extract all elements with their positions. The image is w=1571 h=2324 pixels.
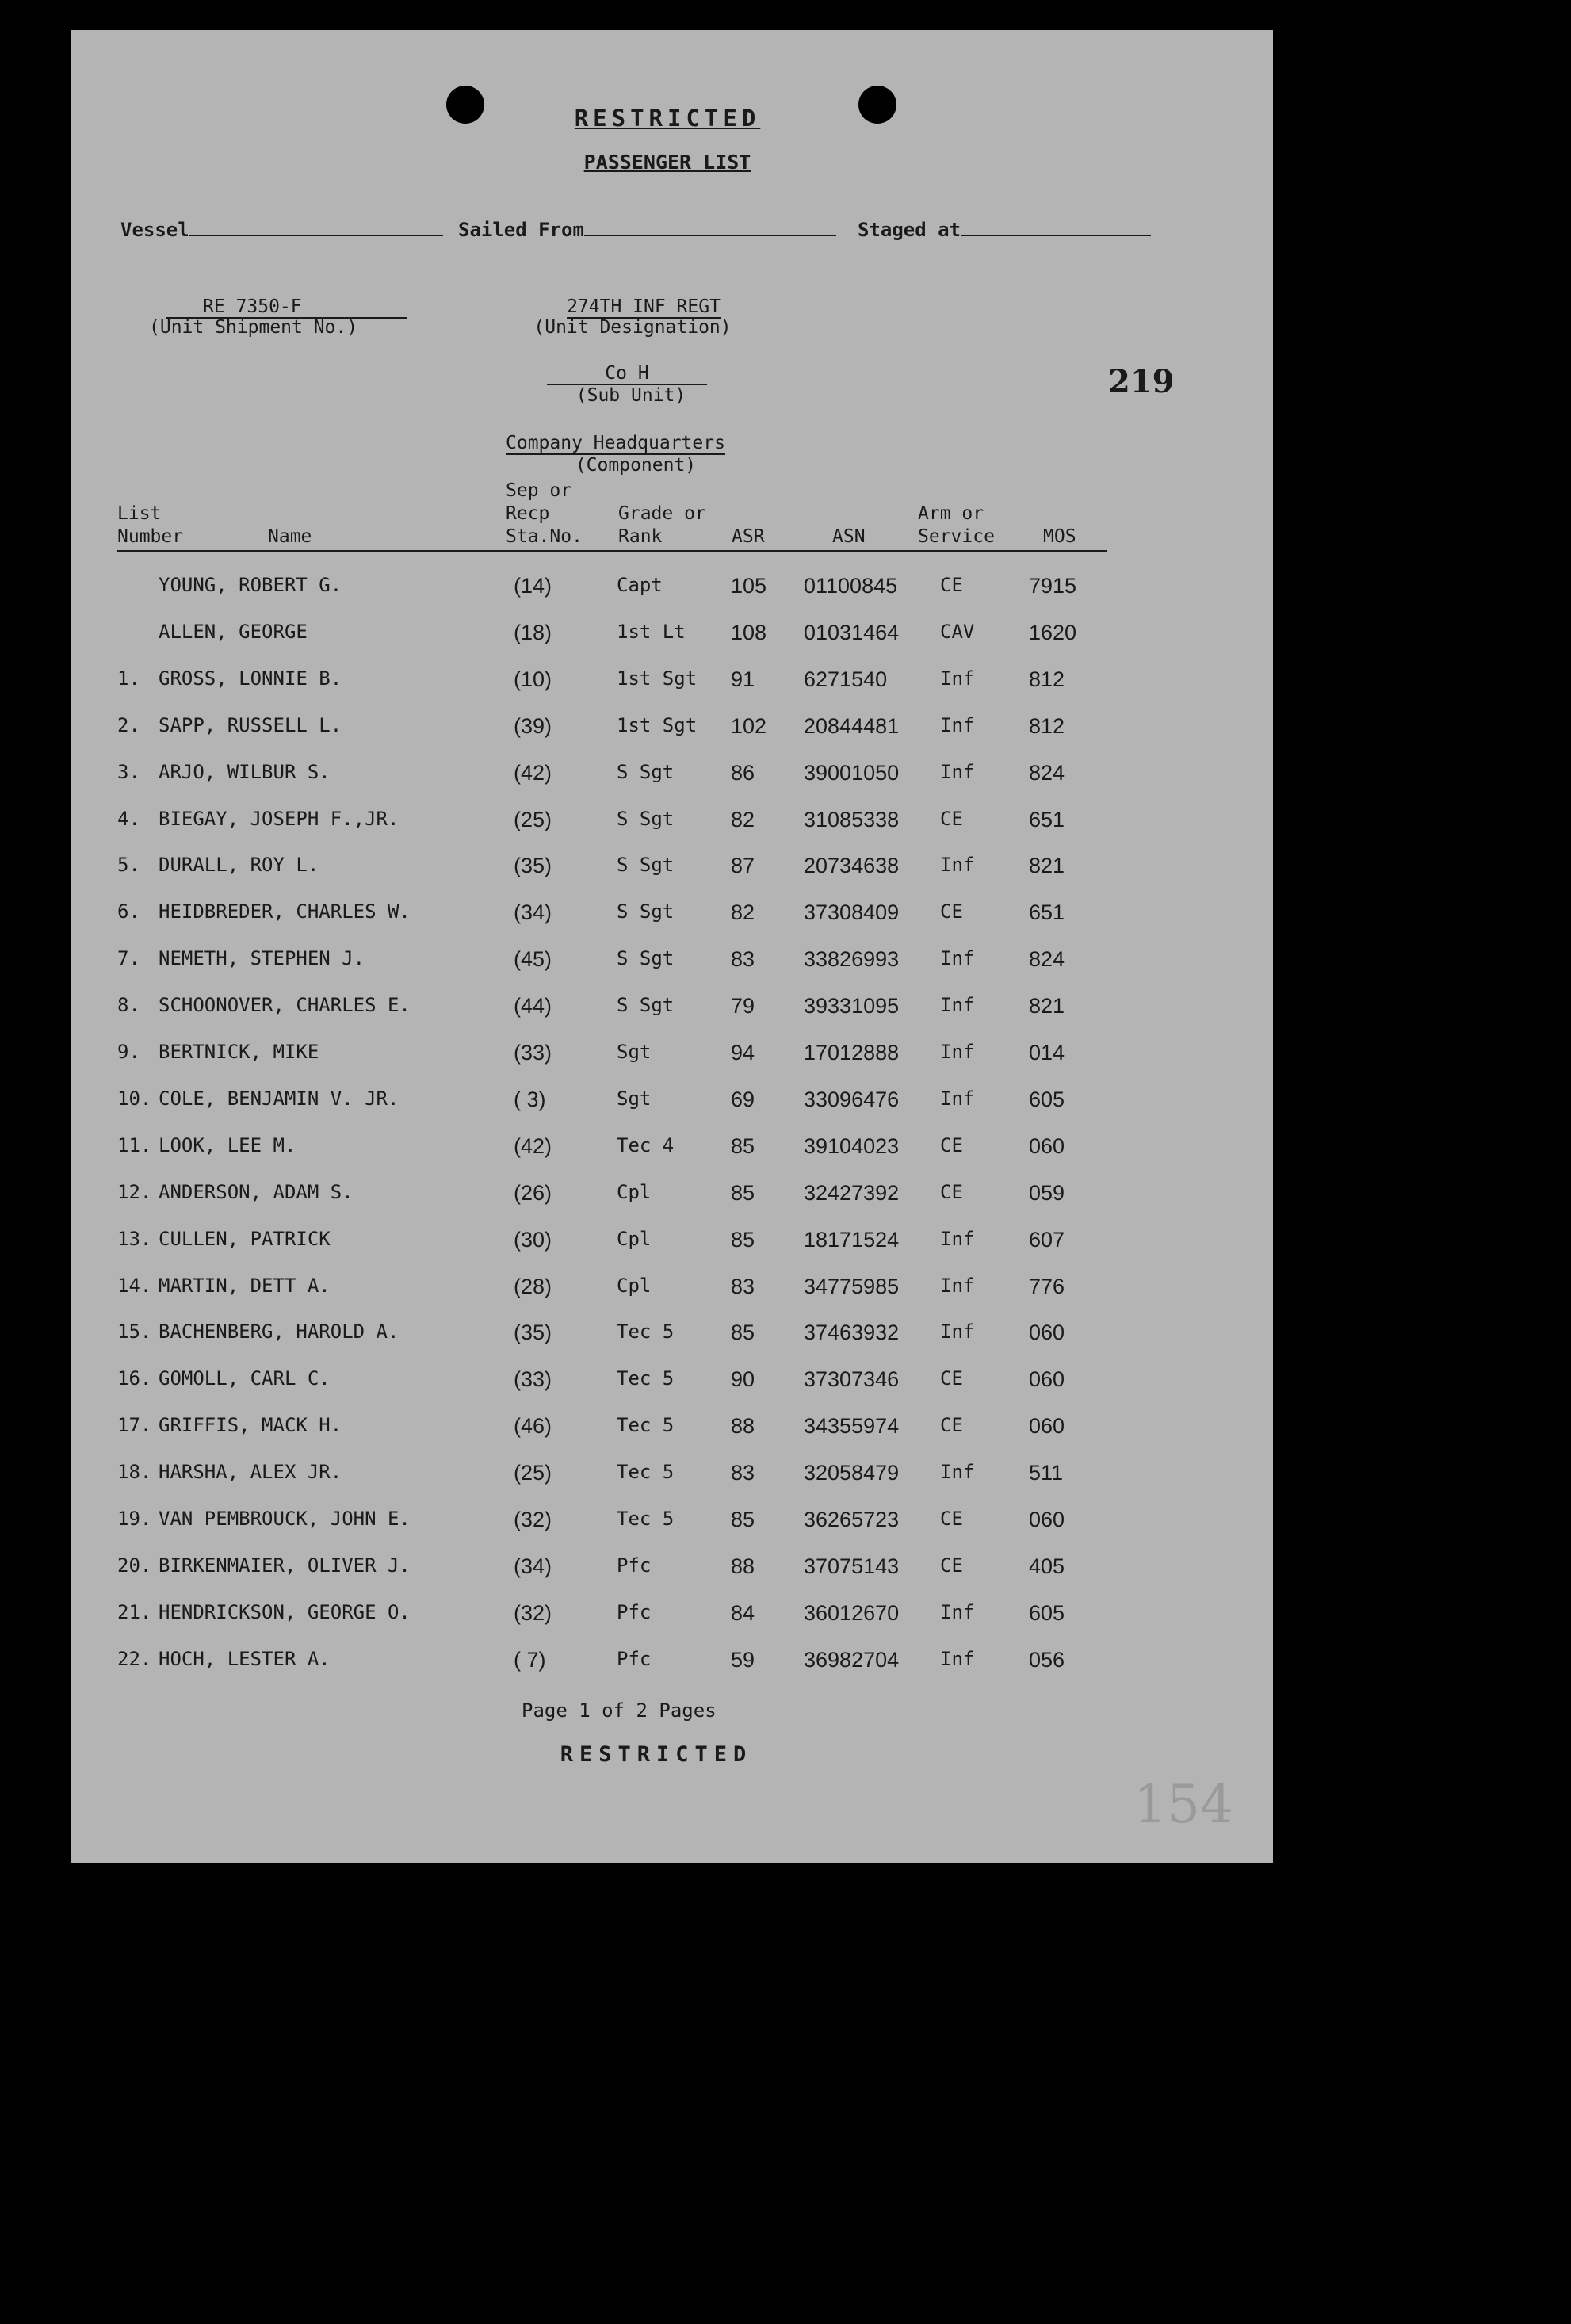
cell-asr: 69 bbox=[731, 1087, 755, 1111]
cell-asr: 79 bbox=[731, 994, 755, 1019]
cell-name: SAPP, RUSSELL L. bbox=[159, 713, 342, 736]
staged-at-field bbox=[858, 219, 1151, 241]
cell-sta: (25) bbox=[514, 807, 552, 831]
header-rule bbox=[117, 550, 1107, 552]
cell-name: LOOK, LEE M. bbox=[159, 1133, 296, 1156]
cell-asn: 34355974 bbox=[804, 1414, 900, 1439]
page-footer: Page 1 of 2 Pages bbox=[522, 1699, 717, 1722]
col-sep-line1: Sep or bbox=[506, 480, 572, 501]
cell-asr: 87 bbox=[731, 854, 755, 878]
cell-grade: S Sgt bbox=[617, 947, 675, 970]
cell-sta: (18) bbox=[514, 620, 552, 644]
cell-grade: S Sgt bbox=[617, 807, 675, 830]
cell-grade: 1st Sgt bbox=[617, 667, 698, 690]
cell-grade: Sgt bbox=[617, 1041, 652, 1063]
cell-arm: Inf bbox=[940, 1647, 975, 1670]
cell-asr: 82 bbox=[731, 900, 755, 925]
sub-unit: Co H bbox=[547, 363, 707, 385]
col-grade bbox=[618, 503, 706, 549]
cell-asn: 36982704 bbox=[804, 1647, 900, 1672]
cell-asn: 01100845 bbox=[804, 574, 898, 598]
cell-grade: Tec 5 bbox=[617, 1461, 675, 1484]
cell-mos: 1620 bbox=[1029, 620, 1077, 644]
cell-grade: S Sgt bbox=[617, 854, 675, 877]
cell-mos: 605 bbox=[1029, 1600, 1065, 1625]
cell-sta: (10) bbox=[514, 667, 552, 691]
cell-num: 3. bbox=[117, 760, 140, 783]
cell-name: GRIFFIS, MACK H. bbox=[159, 1414, 342, 1437]
cell-mos: 824 bbox=[1029, 760, 1065, 785]
cell-name: BERTNICK, MIKE bbox=[159, 1041, 319, 1063]
col-grade-line2: Rank bbox=[618, 526, 663, 547]
col-name: Name bbox=[268, 526, 312, 547]
cell-mos: 060 bbox=[1029, 1133, 1065, 1158]
cell-num: 21. bbox=[117, 1600, 152, 1623]
cell-mos: 776 bbox=[1029, 1274, 1065, 1298]
cell-asr: 88 bbox=[731, 1554, 755, 1578]
cell-name: ANDERSON, ADAM S. bbox=[159, 1180, 354, 1203]
vessel-field bbox=[120, 219, 443, 241]
cell-asr: 94 bbox=[731, 1041, 755, 1065]
cell-mos: 060 bbox=[1029, 1367, 1065, 1392]
col-arm-line2: Service bbox=[918, 526, 995, 547]
cell-num: 10. bbox=[117, 1087, 152, 1110]
cell-sta: (32) bbox=[514, 1508, 552, 1531]
cell-num: 2. bbox=[117, 713, 140, 736]
cell-mos: 812 bbox=[1029, 667, 1065, 691]
cell-arm: CAV bbox=[940, 620, 975, 643]
component-caption: (Component) bbox=[575, 455, 697, 476]
cell-name: HARSHA, ALEX JR. bbox=[159, 1461, 342, 1484]
cell-grade: Tec 5 bbox=[617, 1414, 675, 1437]
vessel-blank bbox=[189, 219, 443, 236]
cell-num: 12. bbox=[117, 1180, 152, 1203]
cell-name: SCHOONOVER, CHARLES E. bbox=[159, 994, 411, 1017]
pencil-note: 154 bbox=[1133, 1774, 1233, 1835]
cell-arm: Inf bbox=[940, 1600, 975, 1623]
sub-unit-caption: (Sub Unit) bbox=[575, 385, 686, 406]
cell-arm: CE bbox=[940, 1508, 963, 1530]
page-number: 219 bbox=[1108, 363, 1175, 400]
cell-arm: Inf bbox=[940, 1087, 975, 1110]
cell-sta: (34) bbox=[514, 900, 552, 925]
cell-asn: 36265723 bbox=[804, 1508, 900, 1531]
cell-asn: 33096476 bbox=[804, 1087, 900, 1111]
unit-shipment-number: RE 7350-F bbox=[166, 296, 407, 319]
cell-arm: Inf bbox=[940, 713, 975, 736]
cell-name: ARJO, WILBUR S. bbox=[159, 760, 331, 783]
cell-name: MARTIN, DETT A. bbox=[159, 1274, 331, 1297]
cell-name: BIEGAY, JOSEPH F.,JR. bbox=[159, 807, 399, 830]
col-sep-line2: Recp bbox=[506, 503, 550, 524]
cell-sta: (46) bbox=[514, 1414, 552, 1439]
cell-asr: 102 bbox=[731, 713, 767, 738]
staged-at-blank bbox=[961, 219, 1151, 236]
cell-mos: 405 bbox=[1029, 1554, 1065, 1578]
col-arm-service bbox=[918, 503, 995, 549]
cell-grade: Tec 5 bbox=[617, 1321, 675, 1344]
col-grade-line1: Grade or bbox=[618, 503, 706, 524]
cell-grade: Tec 5 bbox=[617, 1367, 675, 1390]
cell-name: HOCH, LESTER A. bbox=[159, 1647, 331, 1670]
cell-arm: Inf bbox=[940, 760, 975, 783]
cell-asn: 39331095 bbox=[804, 994, 900, 1019]
cell-mos: 060 bbox=[1029, 1508, 1065, 1531]
cell-mos: 821 bbox=[1029, 994, 1065, 1019]
cell-asr: 83 bbox=[731, 1461, 755, 1485]
cell-arm: Inf bbox=[940, 854, 975, 877]
cell-arm: CE bbox=[940, 900, 963, 923]
cell-mos: 605 bbox=[1029, 1087, 1065, 1111]
cell-name: YOUNG, ROBERT G. bbox=[159, 574, 342, 596]
cell-asn: 32058479 bbox=[804, 1461, 900, 1485]
cell-grade: Pfc bbox=[617, 1647, 652, 1670]
cell-arm: Inf bbox=[940, 1274, 975, 1297]
cell-asn: 20844481 bbox=[804, 713, 900, 738]
col-arm-line1: Arm or bbox=[918, 503, 984, 524]
cell-asn: 33826993 bbox=[804, 947, 900, 972]
cell-asn: 37075143 bbox=[804, 1554, 900, 1578]
cell-num: 16. bbox=[117, 1367, 152, 1390]
cell-sta: (25) bbox=[514, 1461, 552, 1485]
cell-num: 15. bbox=[117, 1321, 152, 1344]
cell-name: CULLEN, PATRICK bbox=[159, 1227, 331, 1250]
cell-asn: 34775985 bbox=[804, 1274, 900, 1298]
document-page bbox=[71, 30, 1273, 1863]
cell-sta: (26) bbox=[514, 1180, 552, 1205]
cell-asr: 83 bbox=[731, 947, 755, 972]
cell-asr: 85 bbox=[731, 1180, 755, 1205]
cell-mos: 060 bbox=[1029, 1414, 1065, 1439]
cell-asn: 17012888 bbox=[804, 1041, 900, 1065]
cell-sta: (45) bbox=[514, 947, 552, 972]
cell-sta: (33) bbox=[514, 1041, 552, 1065]
cell-arm: Inf bbox=[940, 1041, 975, 1063]
cell-mos: 812 bbox=[1029, 713, 1065, 738]
punch-hole-left bbox=[446, 86, 484, 124]
cell-sta: (32) bbox=[514, 1600, 552, 1625]
cell-arm: Inf bbox=[940, 947, 975, 970]
cell-num: 4. bbox=[117, 807, 140, 830]
cell-name: BACHENBERG, HAROLD A. bbox=[159, 1321, 399, 1344]
cell-grade: Tec 4 bbox=[617, 1133, 675, 1156]
cell-asn: 39001050 bbox=[804, 760, 900, 785]
cell-num: 22. bbox=[117, 1647, 152, 1670]
cell-num: 5. bbox=[117, 854, 140, 877]
cell-num: 18. bbox=[117, 1461, 152, 1484]
cell-num: 8. bbox=[117, 994, 140, 1017]
cell-grade: S Sgt bbox=[617, 760, 675, 783]
document-subtitle: PASSENGER LIST bbox=[583, 151, 751, 174]
cell-mos: 651 bbox=[1029, 900, 1065, 925]
cell-name: GOMOLL, CARL C. bbox=[159, 1367, 331, 1390]
cell-asr: 91 bbox=[731, 667, 755, 691]
cell-asn: 36012670 bbox=[804, 1600, 900, 1625]
cell-arm: CE bbox=[940, 1414, 963, 1437]
col-sep-recp bbox=[506, 480, 583, 549]
cell-num: 6. bbox=[117, 900, 140, 923]
cell-grade: Pfc bbox=[617, 1600, 652, 1623]
cell-mos: 824 bbox=[1029, 947, 1065, 972]
cell-arm: Inf bbox=[940, 1461, 975, 1484]
cell-name: NEMETH, STEPHEN J. bbox=[159, 947, 365, 970]
cell-asn: 20734638 bbox=[804, 854, 900, 878]
cell-sta: (34) bbox=[514, 1554, 552, 1578]
cell-name: COLE, BENJAMIN V. JR. bbox=[159, 1087, 399, 1110]
cell-arm: Inf bbox=[940, 667, 975, 690]
unit-designation-caption: (Unit Designation) bbox=[533, 317, 732, 338]
cell-grade: Cpl bbox=[617, 1227, 652, 1250]
cell-arm: CE bbox=[940, 574, 963, 596]
cell-sta: (14) bbox=[514, 574, 552, 598]
cell-arm: CE bbox=[940, 1180, 963, 1203]
cell-arm: Inf bbox=[940, 1227, 975, 1250]
cell-num: 1. bbox=[117, 667, 140, 690]
cell-sta: (42) bbox=[514, 760, 552, 785]
punch-hole-right bbox=[858, 86, 896, 124]
cell-asn: 31085338 bbox=[804, 807, 900, 831]
staged-at-label: Staged at bbox=[858, 219, 961, 241]
cell-arm: CE bbox=[940, 1554, 963, 1577]
cell-mos: 821 bbox=[1029, 854, 1065, 878]
cell-mos: 060 bbox=[1029, 1321, 1065, 1345]
cell-name: VAN PEMBROUCK, JOHN E. bbox=[159, 1508, 411, 1530]
cell-grade: Tec 5 bbox=[617, 1508, 675, 1530]
cell-sta: (35) bbox=[514, 854, 552, 878]
cell-asn: 37307346 bbox=[804, 1367, 900, 1392]
cell-arm: CE bbox=[940, 807, 963, 830]
cell-asr: 84 bbox=[731, 1600, 755, 1625]
cell-asr: 105 bbox=[731, 574, 767, 598]
col-list-number-line1: List bbox=[117, 503, 162, 524]
cell-sta: (44) bbox=[514, 994, 552, 1019]
cell-mos: 651 bbox=[1029, 807, 1065, 831]
cell-sta: (30) bbox=[514, 1227, 552, 1252]
cell-sta: (33) bbox=[514, 1367, 552, 1392]
cell-num: 7. bbox=[117, 947, 140, 970]
cell-num: 11. bbox=[117, 1133, 152, 1156]
cell-grade: Pfc bbox=[617, 1554, 652, 1577]
cell-arm: CE bbox=[940, 1367, 963, 1390]
cell-grade: Cpl bbox=[617, 1180, 652, 1203]
cell-sta: (28) bbox=[514, 1274, 552, 1298]
unit-shipment-caption: (Unit Shipment No.) bbox=[149, 317, 358, 338]
cell-arm: CE bbox=[940, 1133, 963, 1156]
cell-asn: 37308409 bbox=[804, 900, 900, 925]
cell-asr: 85 bbox=[731, 1321, 755, 1345]
cell-asr: 108 bbox=[731, 620, 767, 644]
cell-num: 9. bbox=[117, 1041, 140, 1063]
cell-asr: 85 bbox=[731, 1227, 755, 1252]
cell-grade: Capt bbox=[617, 574, 663, 596]
component: Company Headquarters bbox=[506, 433, 725, 453]
unit-designation: 274TH INF REGT bbox=[567, 296, 721, 317]
cell-grade: S Sgt bbox=[617, 900, 675, 923]
cell-mos: 014 bbox=[1029, 1041, 1065, 1065]
classification-header: RESTRICTED bbox=[574, 105, 761, 132]
cell-asn: 32427392 bbox=[804, 1180, 900, 1205]
cell-sta: (35) bbox=[514, 1321, 552, 1345]
cell-asn: 6271540 bbox=[804, 667, 888, 691]
cell-asr: 85 bbox=[731, 1508, 755, 1531]
cell-num: 13. bbox=[117, 1227, 152, 1250]
cell-asr: 59 bbox=[731, 1647, 755, 1672]
cell-asr: 88 bbox=[731, 1414, 755, 1439]
col-asr: ASR bbox=[732, 526, 765, 547]
cell-asr: 90 bbox=[731, 1367, 755, 1392]
cell-mos: 059 bbox=[1029, 1180, 1065, 1205]
vessel-label: Vessel bbox=[120, 219, 189, 241]
cell-asn: 18171524 bbox=[804, 1227, 900, 1252]
cell-asn: 39104023 bbox=[804, 1133, 900, 1158]
cell-name: GROSS, LONNIE B. bbox=[159, 667, 342, 690]
sailed-from-label: Sailed From bbox=[458, 219, 584, 241]
cell-grade: 1st Lt bbox=[617, 620, 686, 643]
classification-footer: RESTRICTED bbox=[560, 1742, 753, 1767]
cell-mos: 607 bbox=[1029, 1227, 1065, 1252]
cell-sta: (42) bbox=[514, 1133, 552, 1158]
cell-grade: Cpl bbox=[617, 1274, 652, 1297]
cell-name: BIRKENMAIER, OLIVER J. bbox=[159, 1554, 411, 1577]
cell-asn: 01031464 bbox=[804, 620, 900, 644]
cell-mos: 056 bbox=[1029, 1647, 1065, 1672]
sailed-from-blank bbox=[584, 219, 836, 236]
cell-grade: Sgt bbox=[617, 1087, 652, 1110]
col-sep-line3: Sta.No. bbox=[506, 526, 583, 547]
cell-name: DURALL, ROY L. bbox=[159, 854, 319, 877]
cell-arm: Inf bbox=[940, 994, 975, 1017]
cell-arm: Inf bbox=[940, 1321, 975, 1344]
cell-mos: 7915 bbox=[1029, 574, 1077, 598]
sailed-from-field bbox=[458, 219, 836, 241]
cell-grade: 1st Sgt bbox=[617, 713, 698, 736]
cell-num: 17. bbox=[117, 1414, 152, 1437]
cell-sta: (39) bbox=[514, 713, 552, 738]
cell-num: 20. bbox=[117, 1554, 152, 1577]
cell-sta: ( 7) bbox=[514, 1647, 546, 1672]
cell-asr: 83 bbox=[731, 1274, 755, 1298]
cell-mos: 511 bbox=[1029, 1461, 1064, 1485]
cell-name: HEIDBREDER, CHARLES W. bbox=[159, 900, 411, 923]
cell-asn: 37463932 bbox=[804, 1321, 900, 1345]
cell-name: ALLEN, GEORGE bbox=[159, 620, 308, 643]
cell-name: HENDRICKSON, GEORGE O. bbox=[159, 1600, 411, 1623]
col-list-number bbox=[117, 503, 183, 549]
col-asn: ASN bbox=[832, 526, 866, 547]
cell-num: 14. bbox=[117, 1274, 152, 1297]
cell-sta: ( 3) bbox=[514, 1087, 546, 1111]
col-mos: MOS bbox=[1043, 526, 1076, 547]
cell-asr: 82 bbox=[731, 807, 755, 831]
cell-num: 19. bbox=[117, 1508, 152, 1530]
col-list-number-line2: Number bbox=[117, 526, 184, 547]
cell-asr: 86 bbox=[731, 760, 755, 785]
cell-asr: 85 bbox=[731, 1133, 755, 1158]
cell-grade: S Sgt bbox=[617, 994, 675, 1017]
